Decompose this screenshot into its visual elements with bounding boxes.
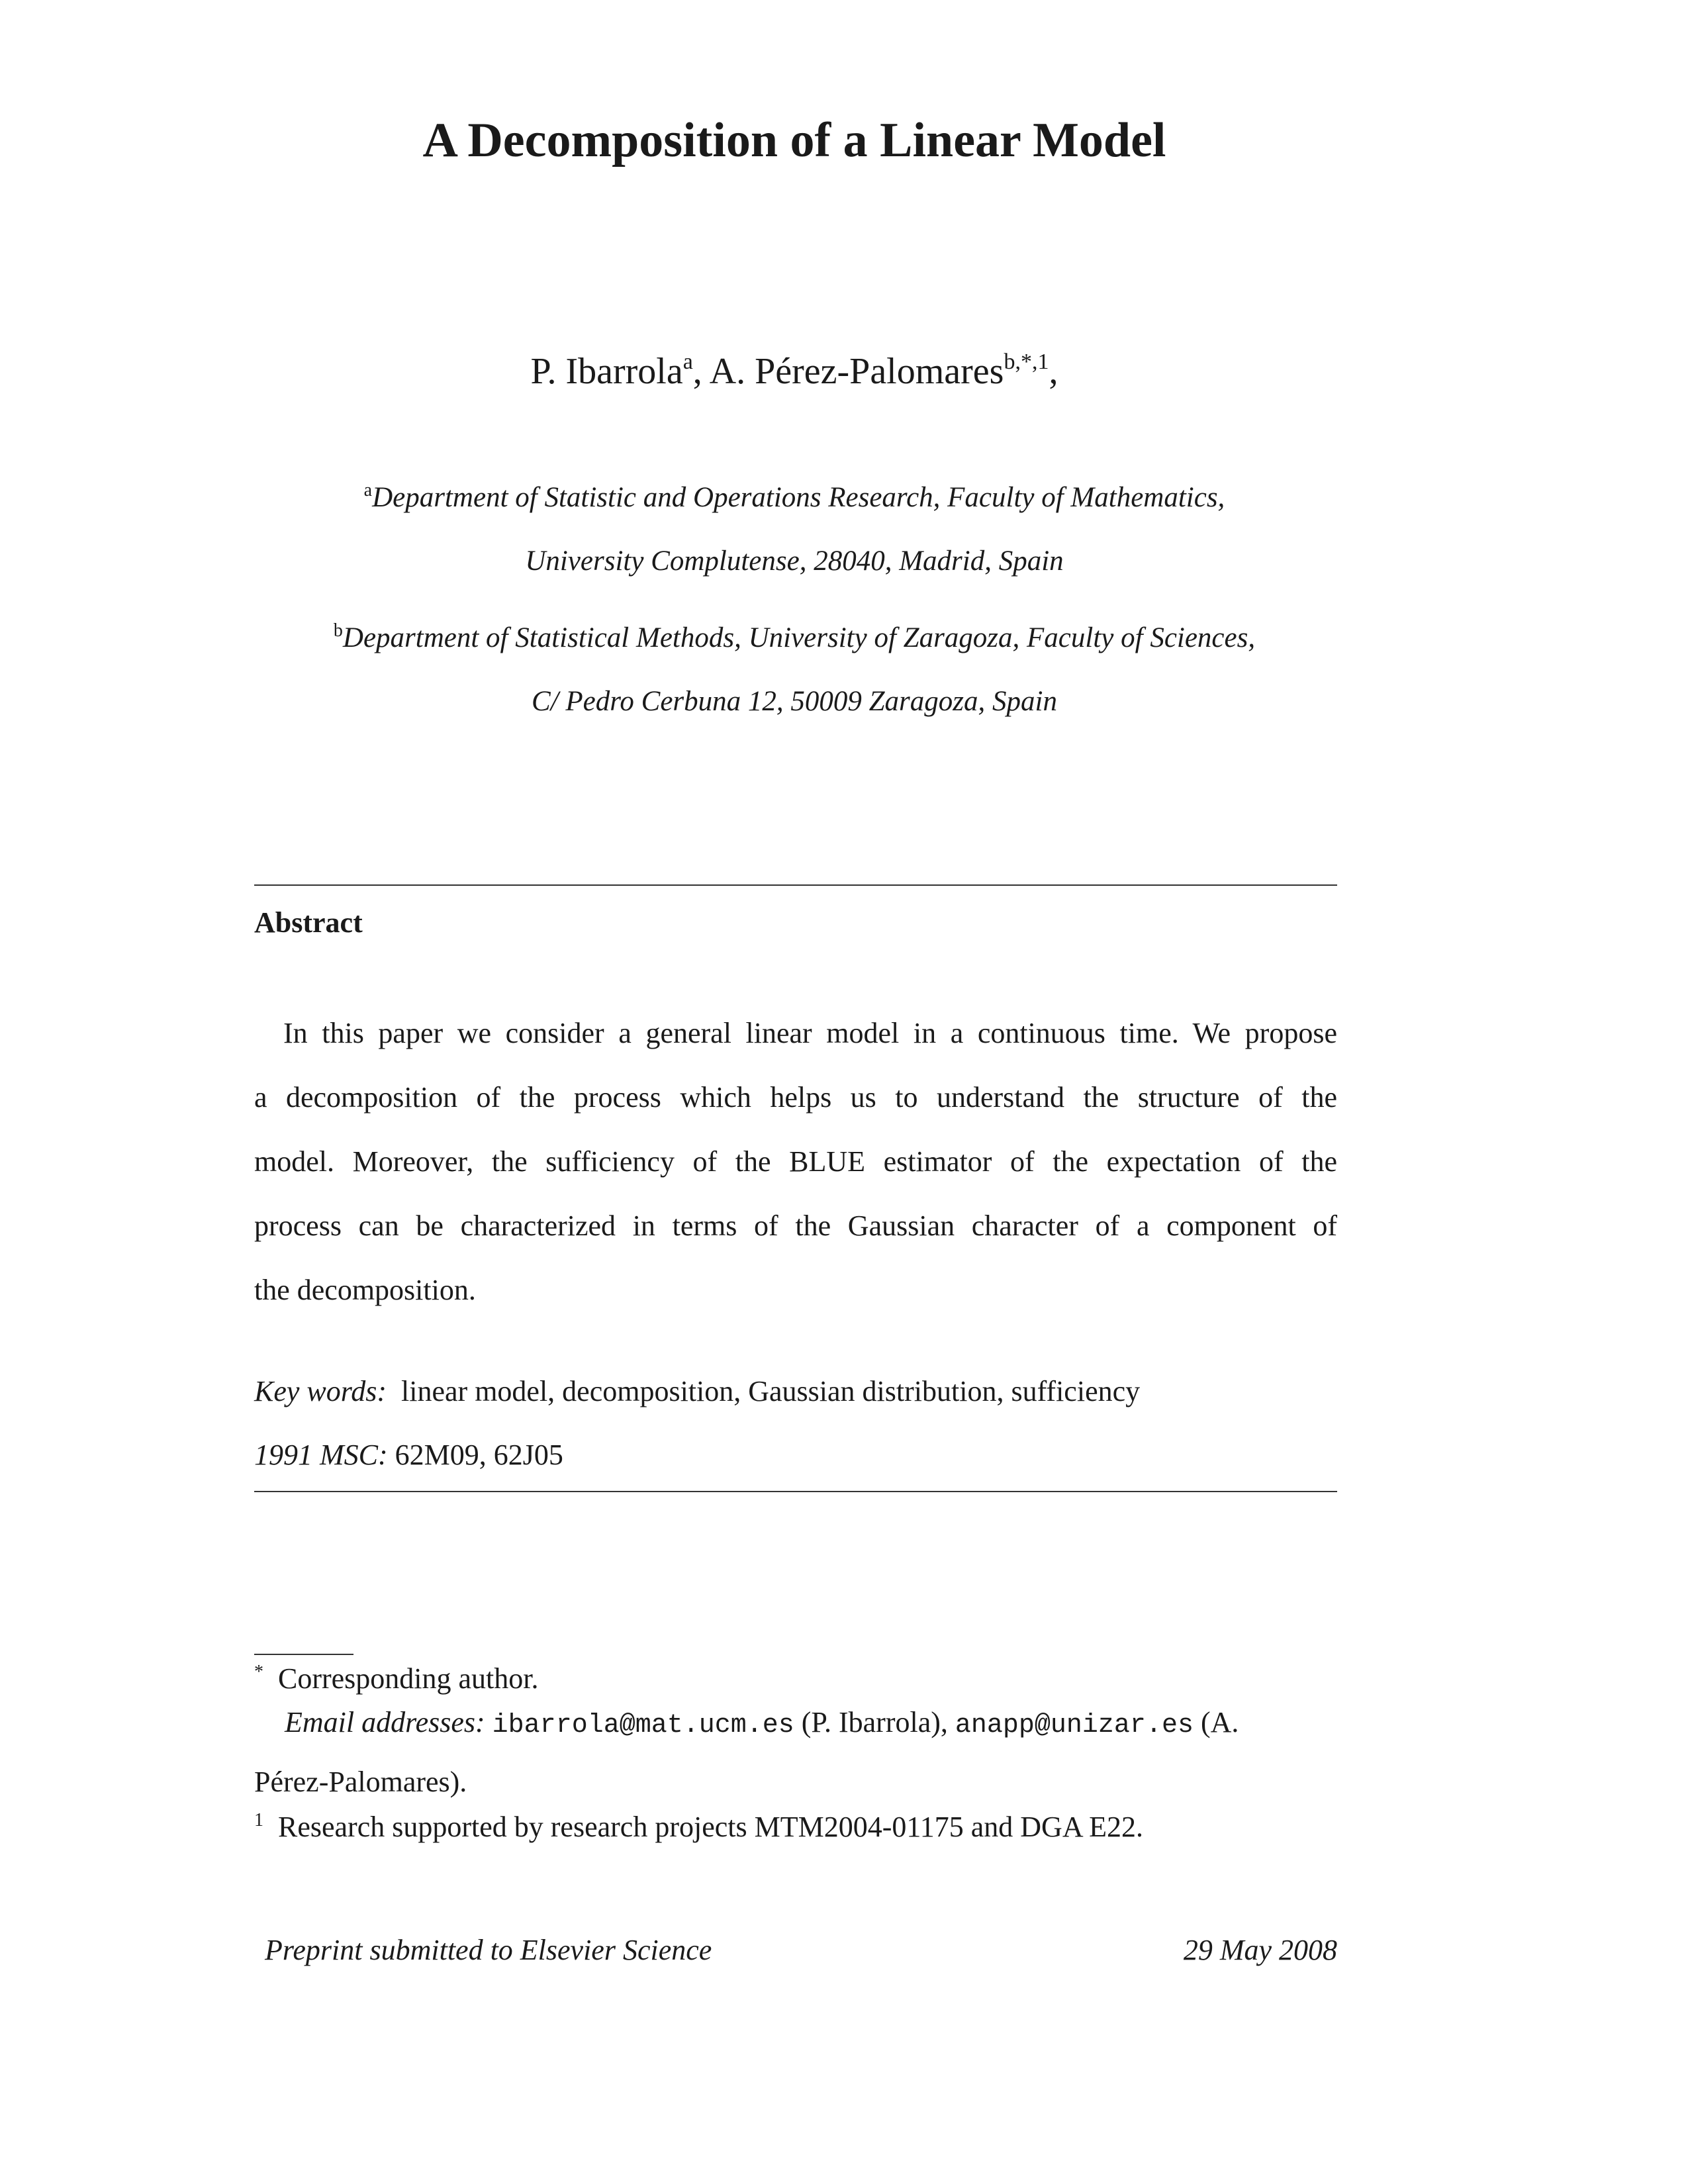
author-list bbox=[252, 350, 1337, 394]
footnote-funding bbox=[254, 1810, 1143, 1845]
footnote-text: Research supported by research projects MTM2004-01175 and DGA E22. bbox=[278, 1811, 1144, 1843]
abstract-top-rule bbox=[254, 884, 1337, 886]
author-affiliation-mark: a bbox=[682, 350, 693, 374]
keywords-value: linear model, decomposition, Gaussian distribution, sufficiency bbox=[401, 1375, 1141, 1407]
email-owner: (P. Ibarrola), bbox=[801, 1706, 948, 1738]
paper-title: A Decomposition of a Linear Model bbox=[422, 113, 1166, 167]
keywords-label: Key words: bbox=[254, 1375, 387, 1407]
footnote-emails bbox=[285, 1705, 1239, 1742]
abstract-line: a decomposition of the process which helps us to understand the structure of the bbox=[254, 1081, 1337, 1114]
author-trailing-comma: , bbox=[1049, 351, 1058, 392]
author-separator: , bbox=[692, 351, 710, 392]
affiliation-b-line1 bbox=[252, 621, 1337, 655]
msc-classification bbox=[254, 1438, 563, 1473]
affiliation-mark: b bbox=[333, 620, 343, 641]
affiliation-text: Department of Statistical Methods, University of Zaragoza, Faculty of Sciences, bbox=[342, 622, 1256, 653]
abstract-bottom-rule bbox=[254, 1491, 1337, 1492]
footnote-emails-continued: Pérez-Palomares). bbox=[254, 1766, 467, 1798]
author-affiliation-mark: b,*,1 bbox=[1004, 350, 1049, 374]
email-link-ibarrola[interactable]: ibarrola@mat.ucm.es bbox=[492, 1711, 794, 1740]
footnote-text: Corresponding author. bbox=[278, 1662, 539, 1695]
keywords bbox=[254, 1374, 1140, 1409]
affiliation-mark: a bbox=[363, 480, 373, 500]
email-owner: (A. bbox=[1200, 1706, 1239, 1738]
abstract-body bbox=[254, 1001, 1337, 1322]
footnote-mark: * bbox=[254, 1662, 263, 1682]
abstract-line: process can be characterized in terms of the Gaussian character of a component of bbox=[254, 1210, 1337, 1242]
affiliation-a-line2: University Complutense, 28040, Madrid, Spain bbox=[525, 546, 1064, 577]
footer-date: 29 May 2008 bbox=[1183, 1934, 1337, 1966]
author-name: P. Ibarrola bbox=[530, 351, 683, 392]
affiliation-text: Department of Statistic and Operations Research, Faculty of Mathematics, bbox=[372, 482, 1225, 513]
abstract-line: model. Moreover, the sufficiency of the BLUE estimator of the expectation of the bbox=[254, 1145, 1337, 1178]
author-name: A. Pérez-Palomares bbox=[709, 351, 1004, 392]
affiliation-a-line1 bbox=[252, 481, 1337, 515]
abstract-line: the decomposition. bbox=[254, 1274, 476, 1306]
affiliation-b-line2: C/ Pedro Cerbuna 12, 50009 Zaragoza, Spain bbox=[532, 686, 1057, 717]
footer-preprint-note: Preprint submitted to Elsevier Science bbox=[265, 1934, 712, 1966]
footnote-mark: 1 bbox=[254, 1810, 263, 1830]
msc-label: 1991 MSC: bbox=[254, 1439, 388, 1471]
abstract-line: In this paper we consider a general linear model in a continuous time. We propose bbox=[283, 1017, 1337, 1049]
footnote-corresponding bbox=[254, 1662, 539, 1697]
footnote-rule bbox=[254, 1654, 353, 1655]
email-label: Email addresses: bbox=[285, 1706, 485, 1738]
email-link-perez-palomares[interactable]: anapp@unizar.es bbox=[955, 1711, 1194, 1740]
msc-value: 62M09, 62J05 bbox=[395, 1439, 563, 1471]
abstract-heading: Abstract bbox=[254, 906, 363, 939]
